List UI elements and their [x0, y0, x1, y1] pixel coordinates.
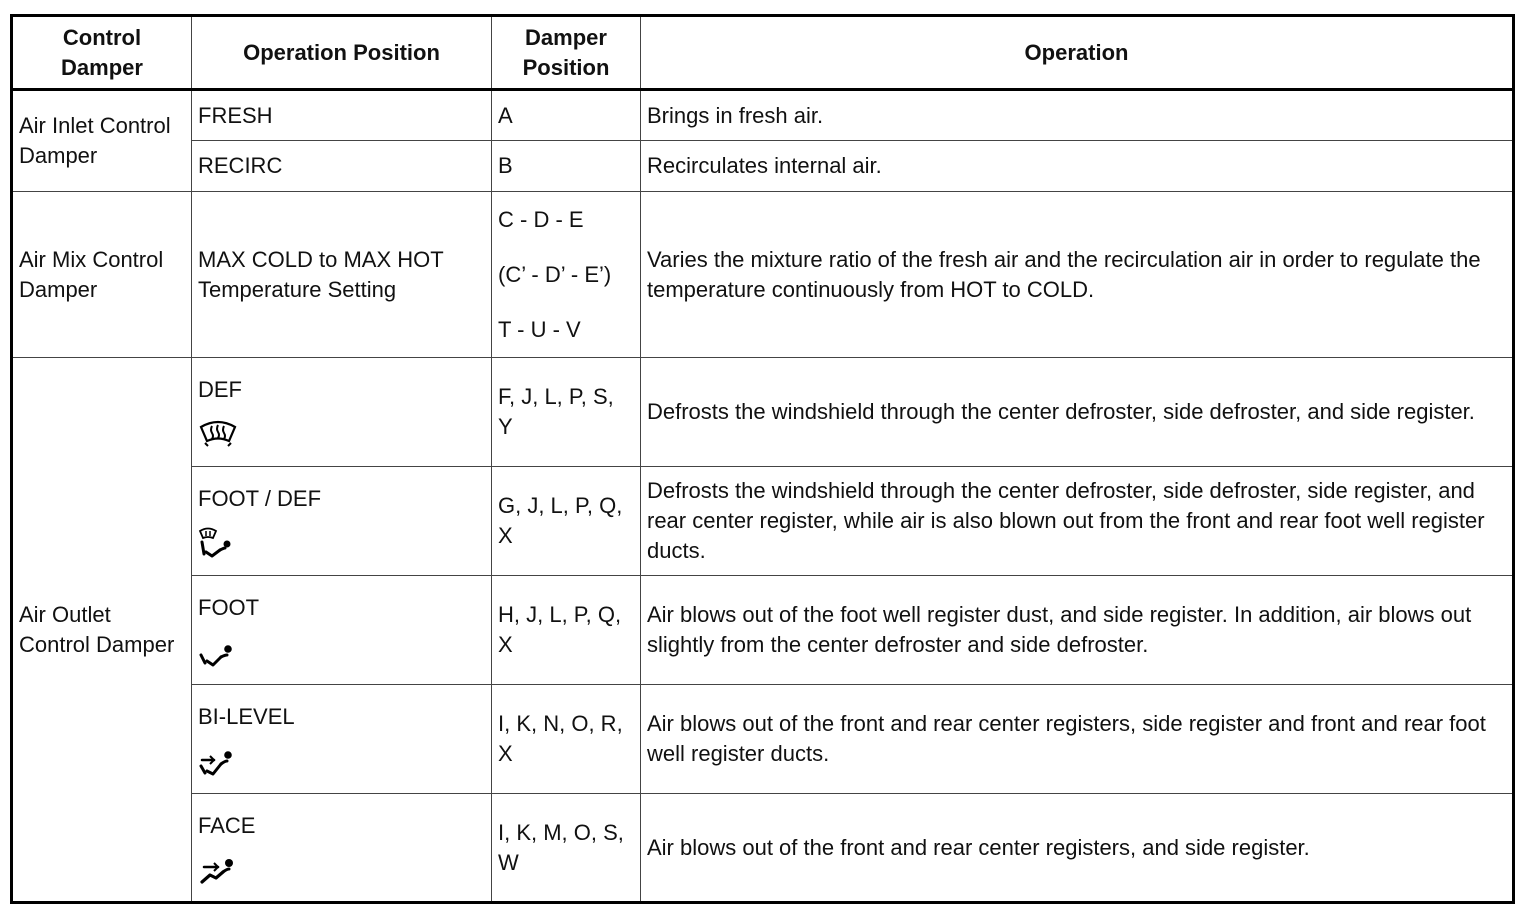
operation-air-mix: Varies the mixture ratio of the fresh air and the recirculation air in order to regulate the temperature continuously from HOT to COLD.	[641, 192, 1514, 358]
damper-position-bi-level: I, K, N, O, R, X	[492, 685, 641, 794]
operation-face: Air blows out of the front and rear center registers, and side register.	[641, 794, 1514, 903]
face-icon	[198, 853, 238, 885]
mode-label: BI-LEVEL	[198, 704, 295, 729]
position-temperature-setting: MAX COLD to MAX HOT Temperature Setting	[192, 192, 492, 358]
table-row	[12, 685, 1514, 794]
operation-foot-def: Defrosts the windshield through the center defroster, side defroster, side register, and rear center register, while air is also blown out from the front and rear foot well register ducts.	[641, 467, 1514, 576]
mode-label: FACE	[198, 812, 256, 838]
table-row	[12, 576, 1514, 685]
control-air-inlet: Air Inlet Control Damper	[12, 90, 192, 192]
mode-label: FOOT	[198, 595, 260, 620]
position-face	[192, 794, 492, 903]
control-air-outlet: Air Outlet Control Damper	[12, 358, 192, 903]
operation-foot: Air blows out of the foot well register dust, and side register. In addition, air blows out slightly from the center defroster and side defroster.	[641, 576, 1514, 685]
position-foot-def	[192, 467, 492, 576]
operation-def: Defrosts the windshield through the center defroster, side defroster, and side register.	[641, 358, 1514, 467]
mode-label: DEF	[198, 377, 242, 402]
control-air-mix: Air Mix Control Damper	[12, 192, 192, 358]
foot-defrost-icon	[198, 526, 238, 558]
operation-recirc: Recirculates internal air.	[641, 141, 1514, 192]
position-recirc: RECIRC	[192, 141, 492, 192]
damper-operation-table	[10, 14, 1515, 904]
table-row	[12, 192, 1514, 358]
damper-position-foot: H, J, L, P, Q, X	[492, 576, 641, 685]
position-fresh: FRESH	[192, 90, 492, 141]
header-operation-position: Operation Position	[192, 16, 492, 90]
damper-position-face: I, K, M, O, S, W	[492, 794, 641, 903]
table-row	[12, 141, 1514, 192]
damper-position-def: F, J, L, P, S, Y	[492, 358, 641, 467]
table-row	[12, 90, 1514, 141]
header-damper-position: Damper Position	[492, 16, 641, 90]
defrost-icon	[198, 417, 238, 449]
damper-position-fresh: A	[492, 90, 641, 141]
position-def	[192, 358, 492, 467]
header-row	[12, 16, 1514, 90]
table-row	[12, 794, 1514, 903]
table-row	[12, 358, 1514, 467]
operation-fresh: Brings in fresh air.	[641, 90, 1514, 141]
header-control-damper: Control Damper	[12, 16, 192, 90]
damper-position-foot-def: G, J, L, P, Q, X	[492, 467, 641, 576]
damper-line: T - U - V	[498, 317, 581, 342]
damper-line: (C’ - D’ - E’)	[498, 262, 612, 287]
bi-level-icon	[198, 744, 238, 776]
operation-bi-level: Air blows out of the front and rear center registers, side register and front and rear foot well register ducts.	[641, 685, 1514, 794]
position-foot	[192, 576, 492, 685]
damper-position-air-mix	[492, 192, 641, 358]
damper-position-recirc: B	[492, 141, 641, 192]
damper-line: C - D - E	[498, 207, 584, 232]
header-operation: Operation	[641, 16, 1514, 90]
table-row	[12, 467, 1514, 576]
foot-icon	[198, 635, 238, 667]
position-bi-level	[192, 685, 492, 794]
mode-label: FOOT / DEF	[198, 486, 322, 511]
